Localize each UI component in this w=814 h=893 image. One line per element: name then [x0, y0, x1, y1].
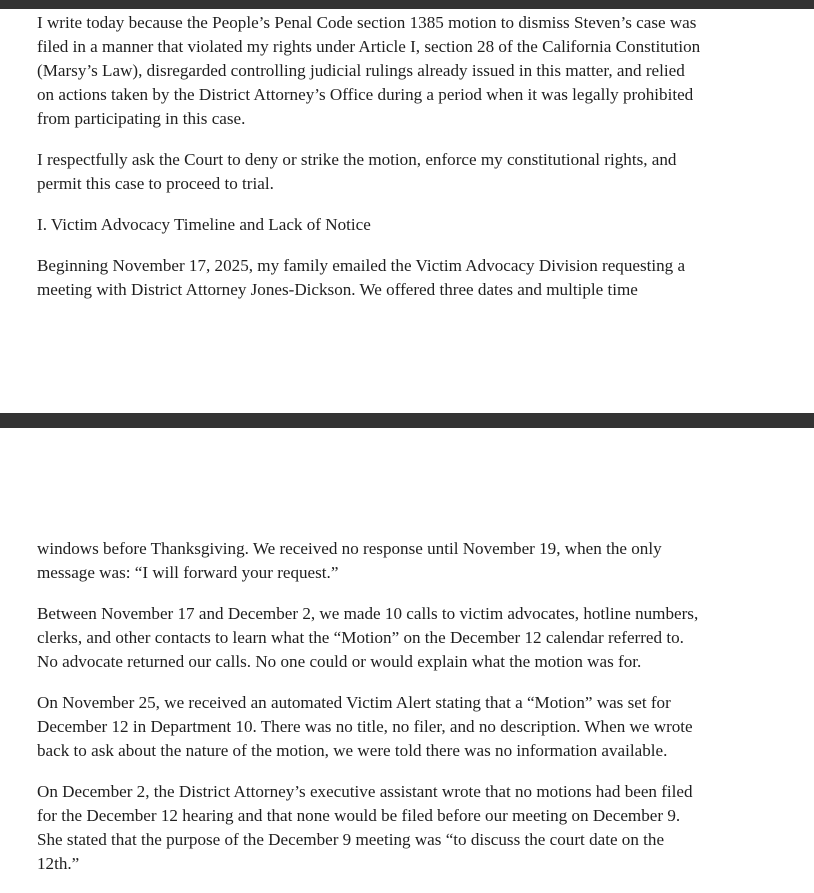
request-paragraph: I respectfully ask the Court to deny or strike the motion, enforce my constitutional rights, and permit this case to proceed to trial. [37, 150, 677, 193]
intro-paragraph: I write today because the People’s Penal Code section 1385 motion to dismiss Steven’s case was filed in a manner that violated my rights under Article I, section 28 of the California Constitution (Marsy’s Law), disregarded controlling judicial rulings already issued in this matter, and relied on actions taken by the District Attorney’s Office during a period when it was legally prohibited from participating in this case. [37, 13, 701, 128]
page-separator [0, 413, 814, 428]
page-separator-top [0, 0, 814, 9]
timeline-continued-paragraph: windows before Thanksgiving. We received no response until November 19, when the only message was: “I will forward your request.” [37, 539, 662, 582]
document-page-2 [37, 537, 759, 893]
victim-alert-paragraph: On November 25, we received an automated Victim Alert stating that a “Motion” was set for December 12 in Department 10. There was no title, no filer, and no description. When we wrote back to ask about the nature of the motion, we were told there was no information available. [37, 693, 693, 760]
timeline-paragraph: Beginning November 17, 2025, my family emailed the Victim Advocacy Division requesting a meeting with District Attorney Jones-Dickson. We offered three dates and multiple time [37, 256, 686, 299]
executive-assistant-paragraph: On December 2, the District Attorney’s executive assistant wrote that no motions had been filed for the December 12 hearing and that none would be filed before our meeting on December 9. She stated that the purpose of the December 9 meeting was “to discuss the court date on the 12th.” [37, 782, 693, 873]
calls-paragraph: Between November 17 and December 2, we made 10 calls to victim advocates, hotline numbers, clerks, and other contacts to learn what the “Motion” on the December 12 calendar referred to. No advocate returned our calls. No one could or would explain what the motion was for. [37, 604, 699, 671]
document-page-1 [37, 11, 759, 319]
section-heading: I. Victim Advocacy Timeline and Lack of Notice [37, 215, 371, 234]
